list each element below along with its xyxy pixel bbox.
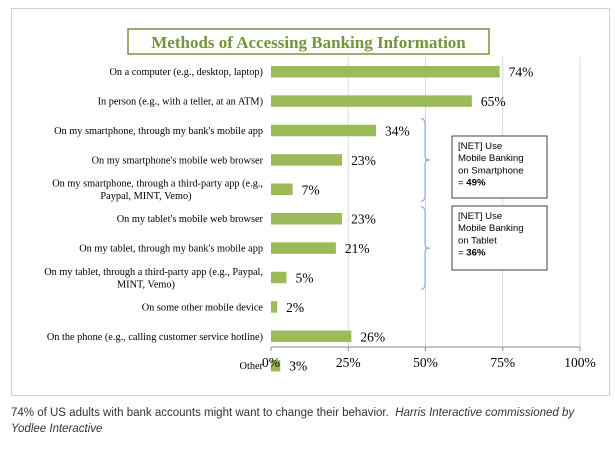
bar-3: [271, 125, 376, 137]
category-label-10-line-1: On the phone (e.g., calling customer service hotline): [46, 331, 263, 343]
value-label-4: 23%: [351, 152, 376, 168]
bar-10: [271, 331, 351, 343]
category-label-4: [92, 155, 264, 166]
bar-1: [271, 66, 500, 78]
category-label-11-line-1: Other: [239, 361, 263, 373]
x-tick-label-50: 50%: [413, 355, 438, 370]
annotation-tablet-value: 36%: [466, 247, 486, 259]
category-label-11: [240, 361, 264, 372]
bar-2: [271, 95, 472, 107]
category-label-3-line-1: On my smartphone, through my bank's mobile app: [54, 126, 263, 137]
value-label-6: 23%: [351, 211, 376, 227]
value-label-2: 65%: [480, 94, 506, 110]
category-label-10: [47, 332, 263, 343]
bar-9: [271, 301, 277, 313]
x-tick-label-0: 0%: [262, 355, 280, 370]
annotation-smartphone-line-3: on Smartphone: [458, 165, 524, 177]
bar-5: [271, 184, 293, 196]
category-label-7: [79, 244, 263, 255]
annotation-tablet-line-3: on Tablet: [458, 235, 497, 247]
value-label-9: 2%: [286, 299, 305, 315]
category-label-6-line-1: On my tablet's mobile web browser: [116, 214, 263, 226]
annotations-group: [421, 119, 547, 290]
category-label-5-line-2: Paypal, MINT, Vemo): [100, 191, 192, 203]
chart-title: Methods of Accessing Banking Information: [151, 33, 466, 52]
caption-text: 74% of US adults with bank accounts might want to change their behavior.: [11, 407, 389, 419]
annotation-tablet-line-4: = 36%: [458, 247, 486, 259]
category-label-8: [44, 267, 263, 291]
x-tick-label-75: 75%: [490, 355, 516, 370]
bar-4: [271, 154, 342, 166]
category-label-5-line-1: On my smartphone, through a third-party app (e.g.,: [52, 178, 263, 190]
annotation-tablet-line-2: Mobile Banking: [458, 223, 524, 235]
value-label-1: 74%: [508, 64, 534, 80]
category-label-1-line-1: On a computer (e.g., desktop, laptop): [109, 67, 263, 79]
value-label-10: 26%: [360, 329, 386, 345]
category-label-8-line-1: On my tablet, through a third-party app (e.g., Paypal,: [44, 266, 263, 278]
bar-8: [271, 272, 286, 284]
category-label-6: [117, 214, 264, 225]
bar-6: [271, 213, 342, 225]
x-axis-group: [262, 347, 596, 370]
category-label-7-line-1: On my tablet, through my bank's mobile app: [79, 243, 263, 255]
annotation-smartphone-line-4: = 49%: [458, 177, 486, 189]
value-label-11: 3%: [289, 358, 308, 374]
category-label-2-line-1: In person (e.g., with a teller, at an ATM): [97, 96, 263, 108]
chart-title-group: [128, 29, 489, 54]
value-label-7: 21%: [344, 241, 370, 257]
bar-7: [271, 242, 336, 254]
category-labels-group: [44, 67, 263, 372]
caption-source: Harris Interactive commissioned by Yodlee Interactive: [11, 407, 575, 435]
category-label-1: [109, 67, 263, 78]
category-label-4-line-1: On my smartphone's mobile web browser: [91, 155, 263, 167]
category-label-2: [98, 97, 263, 108]
category-label-9: [142, 302, 264, 313]
annotation-smartphone-line-1: [NET] Use: [458, 141, 503, 152]
category-label-9-line-1: On some other mobile device: [141, 302, 263, 314]
value-label-5: 7%: [301, 182, 320, 198]
annotation-tablet-line-1: [NET] Use: [458, 211, 503, 222]
x-tick-label-25: 25%: [335, 355, 361, 370]
category-label-8-line-2: MINT, Vemo): [117, 279, 175, 291]
category-label-5: [52, 179, 263, 203]
annotation-smartphone-line-2: Mobile Banking: [458, 153, 524, 165]
x-tick-label-100: 100%: [564, 355, 596, 370]
value-label-3: 34%: [385, 123, 410, 139]
figure-caption: [11, 405, 609, 437]
annotation-smartphone-value: 49%: [466, 177, 486, 189]
category-label-3: [54, 126, 263, 137]
value-label-8: 5%: [295, 270, 314, 286]
